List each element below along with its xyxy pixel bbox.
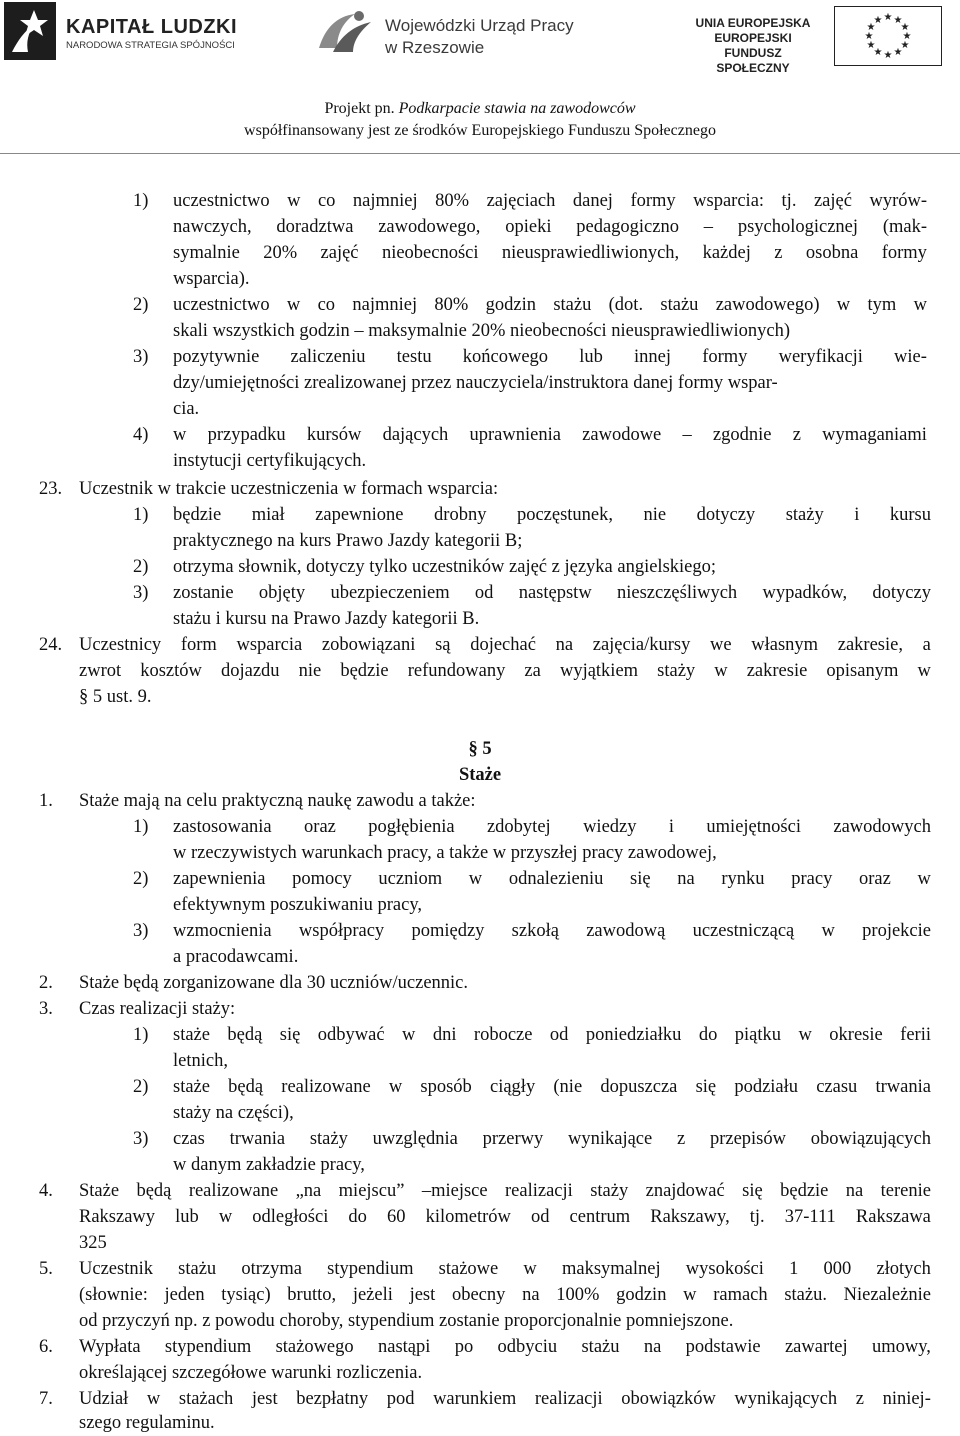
text-line: będzie miał zapewnione drobny poczęstunek, nie dotyczy staży i kursu — [173, 505, 931, 525]
svg-text:★: ★ — [893, 15, 903, 26]
text-line: symalnie 20% zajęć nieobecności nieusprawiedliwionych, każdej z osobna formy — [173, 243, 927, 263]
text-line: Staże będą realizowane „na miejscu” –miejsce realizacji staży znajdować się będzie na terenie — [79, 1181, 931, 1201]
svg-text:★: ★ — [900, 22, 910, 33]
item-number: 3) — [133, 347, 149, 367]
text-line: zwrot kosztów dojazdu nie będzie refundowany za wyjątkiem staży w zakresie opisanym w — [79, 661, 931, 681]
text-line: 325 — [79, 1233, 107, 1253]
text-line: efektywnym poszukiwaniu pracy, — [173, 895, 422, 915]
wup-emblem-icon — [315, 8, 375, 58]
eu-line2: EUROPEJSKI — [714, 31, 792, 45]
text-line: Staże mają na celu praktyczną naukę zawodu a także: — [79, 791, 476, 811]
item-number: 4) — [133, 425, 149, 445]
paragraph-number: 1. — [39, 791, 53, 811]
section-number: § 5 — [468, 739, 492, 759]
eu-line3: FUNDUSZ SPOŁECZNY — [716, 46, 790, 75]
svg-text:★: ★ — [900, 40, 910, 51]
text-line: Uczestnicy form wsparcia zobowiązani są dojechać na zajęcia/kursy we własnym zakresie, a — [79, 635, 931, 655]
item-number: 1) — [133, 817, 149, 837]
text-line: Uczestnik w trakcie uczestniczenia w formach wsparcia: — [79, 479, 499, 499]
kapital-ludzki-subtitle: NARODOWA STRATEGIA SPÓJNOŚCI — [66, 40, 235, 51]
text-line: staże będą się odbywać w dni robocze od poniedziałku do piątku w okresie ferii — [173, 1025, 931, 1045]
text-line: w przypadku kursów dających uprawnienia zawodowe – zgodnie z wymaganiami — [173, 425, 927, 445]
paragraph-number: 7. — [39, 1389, 53, 1409]
item-number: 1) — [133, 191, 149, 211]
text-line: dzy/umiejętności zrealizowanej przez nauczyciela/instruktora danej formy wspar- — [173, 373, 778, 393]
text-line: wsparcia). — [173, 269, 250, 289]
wup-logo — [315, 2, 615, 64]
text-line: w danym zakładzie pracy, — [173, 1155, 365, 1175]
svg-text:★: ★ — [866, 40, 876, 51]
text-line: instytucji certyfikujących. — [173, 451, 367, 471]
item-number: 3) — [133, 921, 149, 941]
text-line: nawczych, doradztwa zawodowego, opieki pedagogiczno – psychologicznej (mak- — [173, 217, 927, 237]
svg-text:★: ★ — [883, 12, 893, 23]
text-line: stażu i kursu na Prawo Jazdy kategorii B. — [173, 609, 480, 629]
text-line: Czas realizacji staży: — [79, 999, 236, 1019]
item-number: 1) — [133, 505, 149, 525]
item-number: 2) — [133, 557, 149, 577]
text-line: § 5 ust. 9. — [79, 687, 152, 707]
svg-text:★: ★ — [873, 47, 883, 58]
project-info — [0, 98, 960, 142]
item-number: 3) — [133, 583, 149, 603]
text-line: staży na części), — [173, 1103, 294, 1123]
wup-name-line1: Wojewódzki Urząd Pracy — [385, 16, 574, 35]
paragraph-number: 5. — [39, 1259, 53, 1279]
project-title-line — [0, 98, 960, 120]
svg-text:★: ★ — [893, 47, 903, 58]
document-header — [0, 0, 960, 160]
header-divider — [0, 153, 960, 154]
paragraph-number: 3. — [39, 999, 53, 1019]
item-number: 1) — [133, 1025, 149, 1045]
svg-text:★: ★ — [866, 22, 876, 33]
text-line: staże będą realizowane w sposób ciągły (nie dopuszcza się podziału czasu trwania — [173, 1077, 931, 1097]
text-line: określającej szczegółowe warunki rozliczenia. — [79, 1363, 423, 1383]
text-line: skali wszystkich godzin – maksymalnie 20% nieobecności nieusprawiedliwionych) — [173, 321, 791, 341]
svg-text:★: ★ — [864, 31, 874, 42]
item-number: 2) — [133, 1077, 149, 1097]
section-title: Staże — [458, 765, 502, 785]
eu-logo — [692, 6, 954, 75]
eu-flag-icon — [834, 6, 942, 66]
text-line: praktycznego na kurs Prawo Jazdy kategorii B; — [173, 531, 523, 551]
text-line: uczestnictwo w co najmniej 80% zajęciach danej formy wsparcia: tj. zajęć wyrów- — [173, 191, 927, 211]
paragraph-number: 23. — [39, 479, 63, 499]
item-number: 3) — [133, 1129, 149, 1149]
text-line: Udział w stażach jest bezpłatny pod warunkiem realizacji obowiązków wynikających z niniej- — [79, 1389, 931, 1409]
project-prefix: Projekt pn. — [324, 100, 399, 117]
text-line: letnich, — [173, 1051, 228, 1071]
text-line: Staże będą zorganizowane dla 30 uczniów/uczennic. — [79, 973, 469, 993]
text-line: szego regulaminu. — [79, 1413, 215, 1433]
kapital-ludzki-title: KAPITAŁ LUDZKI — [66, 16, 238, 38]
text-line: (słownie: jeden tysiąc) brutto, jeżeli jest obecny na 100% godzin w ramach stażu. Niezależnie — [79, 1285, 931, 1305]
paragraph-number: 4. — [39, 1181, 53, 1201]
text-line: zapewnienia pomocy uczniom w odnalezieniu się na rynku pracy oraz w — [173, 869, 931, 889]
paragraph-number: 6. — [39, 1337, 53, 1357]
text-line: od przyczyń np. z powodu choroby, stypendium zostanie proporcjonalnie pomniejszone. — [79, 1311, 734, 1331]
eu-logo-text — [692, 16, 814, 76]
item-number: 2) — [133, 295, 149, 315]
cofinance-line: współfinansowany jest ze środków Europejskiego Funduszu Społecznego — [244, 122, 716, 139]
text-line: otrzyma słownik, dotyczy tylko uczestników zajęć z języka angielskiego; — [173, 557, 717, 577]
text-line: cia. — [173, 399, 200, 419]
kapital-ludzki-logo — [4, 2, 264, 62]
svg-text:★: ★ — [873, 15, 883, 26]
paragraph-number: 2. — [39, 973, 53, 993]
item-number: 2) — [133, 869, 149, 889]
text-line: a pracodawcami. — [173, 947, 299, 967]
eu-line1: UNIA EUROPEJSKA — [695, 16, 811, 30]
svg-text:★: ★ — [902, 31, 912, 42]
text-line: wzmocnienia współpracy pomiędzy szkołą zawodową uczestniczącą w projekcie — [173, 921, 931, 941]
text-line: w rzeczywistych warunkach pracy, a także w przyszłej pracy zawodowej, — [173, 843, 717, 863]
text-line: zastosowania oraz pogłębienia zdobytej wiedzy i umiejętności zawodowych — [173, 817, 931, 837]
text-line: Wypłata stypendium stażowego nastąpi po odbyciu stażu na podstawie zawartej umowy, — [79, 1337, 931, 1357]
svg-text:★: ★ — [883, 50, 893, 61]
text-line: uczestnictwo w co najmniej 80% godzin stażu (dot. stażu zawodowego) w tym w — [173, 295, 927, 315]
text-line: czas trwania staży uwzględnia przerwy wynikające z przepisów obowiązujących — [173, 1129, 931, 1149]
project-name: Podkarpacie stawia na zawodowców — [398, 100, 636, 117]
text-line: Uczestnik stażu otrzyma stypendium stażowe w maksymalnej wysokości 1 000 złotych — [79, 1259, 931, 1279]
text-line: Rakszawy lub w odległości do 60 kilometrów od centrum Rakszawy, tj. 37-111 Rakszawa — [79, 1207, 931, 1227]
kapital-ludzki-emblem-icon — [4, 2, 56, 60]
wup-name-line2: w Rzeszowie — [385, 38, 485, 57]
paragraph-number: 24. — [39, 635, 63, 655]
text-line: pozytywnie zaliczeniu testu końcowego lub innej formy weryfikacji wie- — [173, 347, 927, 367]
text-line: zostanie objęty ubezpieczeniem od następstw nieszczęśliwych wypadków, dotyczy — [173, 583, 931, 603]
